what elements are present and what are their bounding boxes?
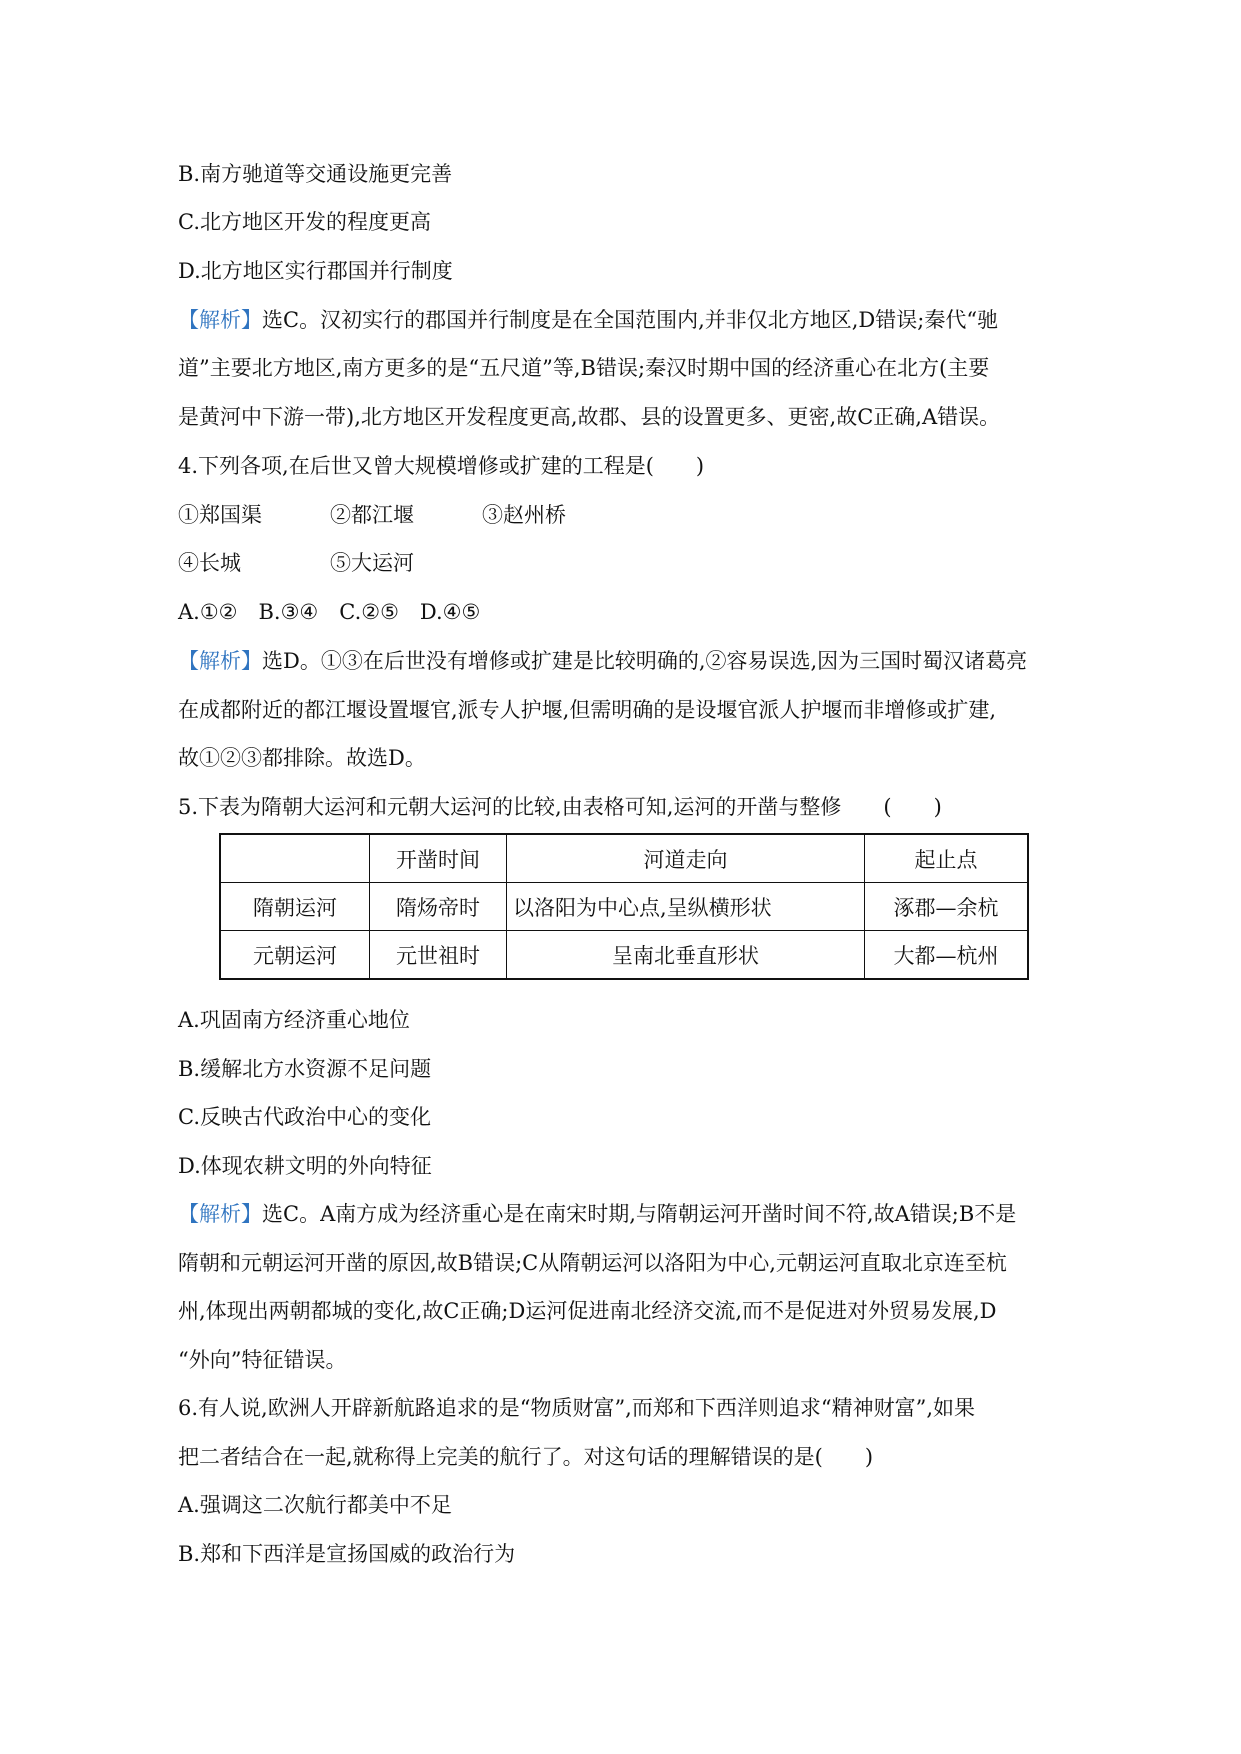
q5-option-b: B.缓解北方水资源不足问题 bbox=[178, 1057, 432, 1081]
analysis-tag: 【解析】 bbox=[178, 1202, 262, 1226]
q4-item-5: ⑤大运河 bbox=[330, 551, 414, 575]
table-cell: 隋炀帝时 bbox=[370, 883, 507, 931]
q6-option-a: A.强调这二次航行都美中不足 bbox=[178, 1493, 452, 1517]
table-header-cell bbox=[220, 834, 370, 883]
q5-option-a: A.巩固南方经济重心地位 bbox=[178, 1008, 410, 1032]
table-cell: 元世祖时 bbox=[370, 931, 507, 980]
table-cell: 呈南北垂直形状 bbox=[507, 931, 865, 980]
q4-analysis-line-1 bbox=[178, 647, 1027, 675]
q4-items-row-2 bbox=[178, 549, 414, 577]
q5-analysis-line-2: 隋朝和元朝运河开凿的原因,故B错误;C从隋朝运河以洛阳为中心,元朝运河直取北京连至杭 bbox=[178, 1251, 1007, 1275]
q6-stem-line-1: 6.有人说,欧洲人开辟新航路追求的是“物质财富”,而郑和下西洋则追求“精神财富”,如果 bbox=[178, 1396, 976, 1420]
table-header-cell: 开凿时间 bbox=[370, 834, 507, 883]
q4-item-4: ④长城 bbox=[178, 551, 241, 575]
q5-analysis-line-4: “外向”特征错误。 bbox=[178, 1348, 347, 1372]
table-cell: 大都—杭州 bbox=[865, 931, 1029, 980]
q3-analysis-line-2: 道”主要北方地区,南方更多的是“五尺道”等,B错误;秦汉时期中国的经济重心在北方(主要 bbox=[178, 356, 990, 380]
analysis-tag: 【解析】 bbox=[178, 308, 262, 332]
q4-analysis-line-3: 故①②③都排除。故选D。 bbox=[178, 746, 426, 770]
q4-item-2: ②都江堰 bbox=[330, 503, 414, 527]
q3-analysis-line-1 bbox=[178, 306, 1058, 334]
q3-analysis-line-3: 是黄河中下游一带),北方地区开发程度更高,故郡、县的设置更多、更密,故C正确,A错误。 bbox=[178, 405, 1001, 429]
table-cell: 元朝运河 bbox=[220, 931, 370, 980]
q3-analysis-text-1: 选C。汉初实行的郡国并行制度是在全国范围内,并非仅北方地区,D错误;秦代“驰 bbox=[262, 308, 999, 332]
q5-stem: 5.下表为隋朝大运河和元朝大运河的比较,由表格可知,运河的开凿与整修 ( ) bbox=[178, 795, 942, 819]
q3-option-b: B.南方驰道等交通设施更完善 bbox=[178, 162, 453, 186]
q5-option-d: D.体现农耕文明的外向特征 bbox=[178, 1154, 432, 1178]
table-cell: 涿郡—余杭 bbox=[865, 883, 1029, 931]
q4-stem: 4.下列各项,在后世又曾大规模增修或扩建的工程是( ) bbox=[178, 454, 705, 478]
analysis-tag: 【解析】 bbox=[178, 649, 262, 673]
q4-analysis-line-2: 在成都附近的都江堰设置堰官,派专人护堰,但需明确的是设堰官派人护堰而非增修或扩建, bbox=[178, 698, 997, 722]
q4-options: A.①② B.③④ C.②⑤ D.④⑤ bbox=[178, 600, 481, 624]
table-cell: 以洛阳为中心点,呈纵横形状 bbox=[507, 883, 865, 931]
table-header-cell: 起止点 bbox=[865, 834, 1029, 883]
table-cell: 隋朝运河 bbox=[220, 883, 370, 931]
q6-stem-line-2: 把二者结合在一起,就称得上完美的航行了。对这句话的理解错误的是( ) bbox=[178, 1445, 874, 1469]
table-header-row bbox=[220, 834, 1028, 883]
table-row bbox=[220, 931, 1028, 980]
canal-comparison-table bbox=[219, 833, 1029, 980]
q4-item-3: ③赵州桥 bbox=[482, 503, 566, 527]
q5-analysis-text-1: 选C。A南方成为经济重心是在南宋时期,与隋朝运河开凿时间不符,故A错误;B不是 bbox=[262, 1202, 1017, 1226]
q5-analysis-line-3: 州,体现出两朝都城的变化,故C正确;D运河促进南北经济交流,而不是促进对外贸易发展,D bbox=[178, 1299, 997, 1323]
q5-analysis-line-1 bbox=[178, 1200, 1016, 1228]
table-header-cell: 河道走向 bbox=[507, 834, 865, 883]
q4-analysis-text-1: 选D。①③在后世没有增修或扩建是比较明确的,②容易误选,因为三国时蜀汉诸葛亮 bbox=[262, 649, 1028, 673]
q5-option-c: C.反映古代政治中心的变化 bbox=[178, 1105, 431, 1129]
q6-option-b: B.郑和下西洋是宣扬国威的政治行为 bbox=[178, 1542, 516, 1566]
q3-option-d: D.北方地区实行郡国并行制度 bbox=[178, 259, 453, 283]
q4-item-1: ①郑国渠 bbox=[178, 503, 262, 527]
table-row bbox=[220, 883, 1028, 931]
q3-option-c: C.北方地区开发的程度更高 bbox=[178, 210, 431, 234]
q4-items-row-1 bbox=[178, 501, 566, 529]
